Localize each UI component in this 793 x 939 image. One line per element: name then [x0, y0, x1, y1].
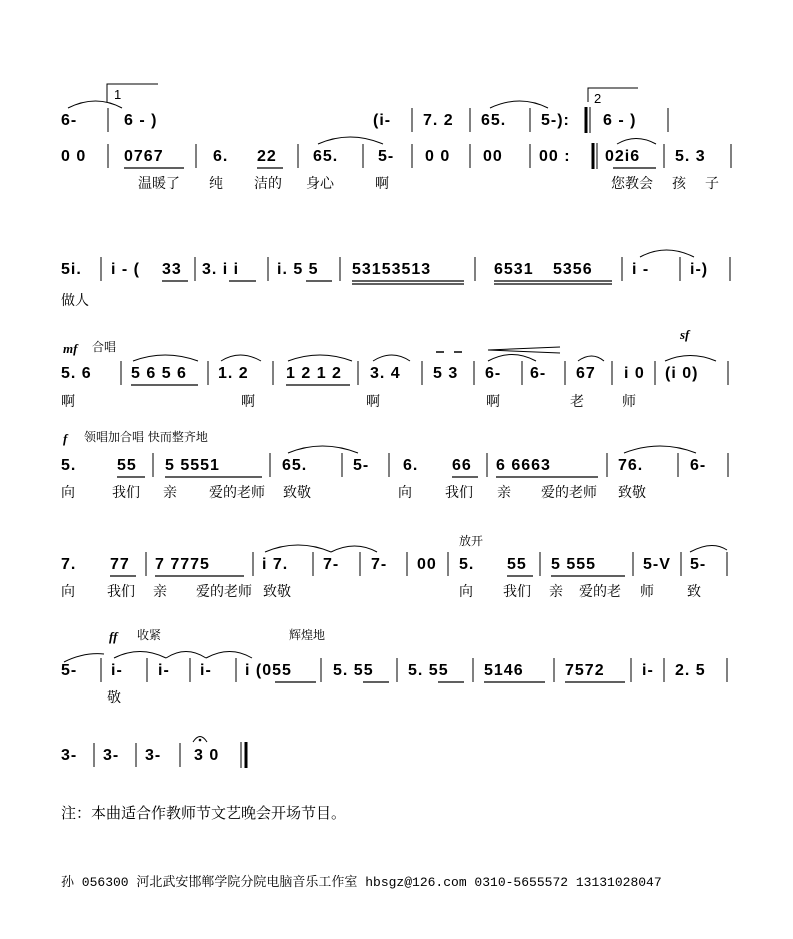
measure-notes: 5. — [459, 556, 475, 573]
lyric-syllable: 我们 — [445, 485, 473, 501]
measure-notes: 0 0 — [61, 148, 87, 165]
lyric-syllable: 啊 — [241, 394, 255, 410]
lyric-syllable: 爱的老师 — [209, 485, 265, 501]
lyric-syllable: 我们 — [503, 584, 531, 600]
lyric-syllable: 亲 — [497, 485, 511, 501]
lyric-syllable: 温暖了 — [138, 176, 180, 192]
lyric-syllable: 敬 — [107, 690, 121, 706]
measure-notes: 5 555 — [551, 556, 597, 573]
measure-notes: 53153513 — [352, 261, 432, 278]
lyric-syllable: 纯 — [209, 176, 223, 192]
expression-mark: 合唱 — [92, 340, 117, 354]
lyric-syllable: 老 — [570, 394, 584, 410]
measure-notes: 33 — [162, 261, 182, 278]
volta-first-label: 1 — [114, 87, 122, 102]
measure-notes: i - — [632, 261, 650, 278]
measure-notes: 76. — [618, 457, 644, 474]
lyric-syllable: 致敬 — [263, 584, 291, 600]
measure-notes: (i 0) — [665, 365, 699, 382]
lyric-syllable: 亲 — [153, 584, 167, 600]
measure-notes: 6- — [690, 457, 707, 474]
measure-notes: i- — [111, 662, 123, 679]
measure-notes: i- — [158, 662, 170, 679]
credit-line: 孙 056300 河北武安邯郸学院分院电脑音乐工作室 hbsgz@126.com 0310-5655572 13131028047 — [61, 875, 662, 890]
lyric-syllable: 啊 — [486, 394, 500, 410]
measure-notes: 5146 — [484, 662, 524, 679]
lyric-syllable: 爱的老师 — [541, 485, 597, 501]
measure-notes: (i- — [373, 112, 392, 129]
dynamic-mark: mf — [63, 341, 78, 356]
measure-notes: i - ( — [111, 261, 140, 278]
lyric-syllable: 啊 — [375, 176, 389, 192]
measure-notes: 66 — [452, 457, 472, 474]
measure-notes: 55 — [507, 556, 527, 573]
measure-notes: i- — [642, 662, 654, 679]
lyric-syllable: 师 — [622, 394, 636, 410]
measure-notes: 7- — [371, 556, 388, 573]
lyric-syllable: 致 — [687, 584, 701, 600]
measure-notes: 6 - ) — [603, 112, 637, 129]
measure-notes: 5. 6 — [61, 365, 92, 382]
measure-notes: 6. — [403, 457, 419, 474]
measure-notes: i 7. — [262, 556, 289, 573]
expression-mark: 辉煌地 — [289, 628, 326, 642]
measure-notes: 1. 2 — [218, 365, 249, 382]
lyric-syllable: 我们 — [112, 485, 140, 501]
measure-notes: 5. 3 — [675, 148, 706, 165]
measure-notes: 67 — [576, 365, 596, 382]
measure-notes: 5-): — [541, 112, 570, 129]
lyric-syllable: 亲 — [549, 584, 563, 600]
measure-notes: 65. — [282, 457, 308, 474]
measure-notes: i-) — [690, 261, 709, 278]
measure-notes: i- — [200, 662, 212, 679]
lyric-syllable: 向 — [61, 485, 75, 501]
measure-notes: 1 2 1 2 — [286, 365, 342, 382]
volta-second-label: 2 — [594, 91, 602, 106]
dynamic-mark: sf — [680, 327, 690, 342]
expression-mark: 收紧 — [137, 628, 162, 642]
measure-notes: 65. — [481, 112, 507, 129]
dynamic-mark: f — [63, 431, 68, 446]
measure-notes: 02i6 — [605, 148, 641, 165]
lyric-syllable: 爱的老师 — [196, 584, 252, 600]
measure-notes: 5- — [690, 556, 707, 573]
measure-notes: 7. 2 — [423, 112, 454, 129]
lyric-syllable: 向 — [61, 584, 75, 600]
measure-notes: 22 — [257, 148, 277, 165]
measure-notes: 3 0 — [194, 747, 220, 764]
measure-notes: 6- — [530, 365, 547, 382]
measure-notes: 6- — [61, 112, 78, 129]
measure-notes: 5 5551 — [165, 457, 220, 474]
lyric-syllable: 向 — [398, 485, 412, 501]
lyric-syllable: 您教会 — [611, 176, 653, 192]
measure-notes: 0 0 — [425, 148, 451, 165]
measure-notes: 3- — [145, 747, 162, 764]
lyric-syllable: 身心 — [306, 176, 334, 192]
lyric-syllable: 做人 — [61, 293, 89, 309]
measure-notes: 5 3 — [433, 365, 459, 382]
lyric-syllable: 孩 — [672, 176, 686, 192]
measure-notes: 0767 — [124, 148, 164, 165]
measure-notes: 77 — [110, 556, 130, 573]
measure-notes: 3- — [103, 747, 120, 764]
measure-notes: 00 — [483, 148, 503, 165]
measure-notes: i 0 — [624, 365, 645, 382]
measure-notes: 55 — [117, 457, 137, 474]
measure-notes: 7. — [61, 556, 77, 573]
expression-mark: 放开 — [459, 534, 484, 548]
measure-notes: 6- — [485, 365, 502, 382]
measure-notes: 5i. — [61, 261, 82, 278]
lyric-syllable: 啊 — [61, 394, 75, 410]
lyric-syllable: 爱的老 — [579, 584, 621, 600]
measure-notes: 6. — [213, 148, 229, 165]
expression-mark: 领唱加合唱 快而整齐地 — [84, 430, 208, 444]
lyric-syllable: 致敬 — [618, 485, 646, 501]
measure-notes: i. 5 5 — [277, 261, 319, 278]
measure-notes: 3- — [61, 747, 78, 764]
measure-notes: 00 : — [539, 148, 571, 165]
lyric-syllable: 亲 — [163, 485, 177, 501]
measure-notes: 3. 4 — [370, 365, 401, 382]
lyric-syllable: 子 — [705, 176, 719, 192]
measure-notes: 6 - ) — [124, 112, 158, 129]
measure-notes: 5 6 5 6 — [131, 365, 187, 382]
lyric-syllable: 啊 — [366, 394, 380, 410]
measure-notes: 3. i i — [202, 261, 240, 278]
measure-notes: 6531 — [494, 261, 534, 278]
measure-notes: 00 — [417, 556, 437, 573]
measure-notes: 5- — [378, 148, 395, 165]
measure-notes: 7- — [323, 556, 340, 573]
measure-notes: i (055 — [245, 662, 292, 679]
footnote: 注：本曲适合作教师节文艺晚会开场节目。 — [61, 804, 347, 822]
measure-notes: 65. — [313, 148, 339, 165]
measure-notes: 5-V — [643, 556, 671, 573]
measure-notes: 5- — [353, 457, 370, 474]
lyric-syllable: 洁的 — [254, 176, 282, 192]
lyric-syllable: 师 — [640, 584, 654, 600]
measure-notes: 7 7775 — [155, 556, 210, 573]
measure-notes: 5. — [61, 457, 77, 474]
measure-notes: 7572 — [565, 662, 605, 679]
measure-notes: 6 6663 — [496, 457, 551, 474]
measure-notes: 2. 5 — [675, 662, 706, 679]
lyric-syllable: 致敬 — [283, 485, 311, 501]
measure-notes: 5- — [61, 662, 78, 679]
measure-notes: 5356 — [553, 261, 593, 278]
lyric-syllable: 向 — [459, 584, 473, 600]
measure-notes: 5. 55 — [333, 662, 374, 679]
measure-notes: 5. 55 — [408, 662, 449, 679]
dynamic-mark: ff — [109, 629, 118, 644]
lyric-syllable: 我们 — [107, 584, 135, 600]
